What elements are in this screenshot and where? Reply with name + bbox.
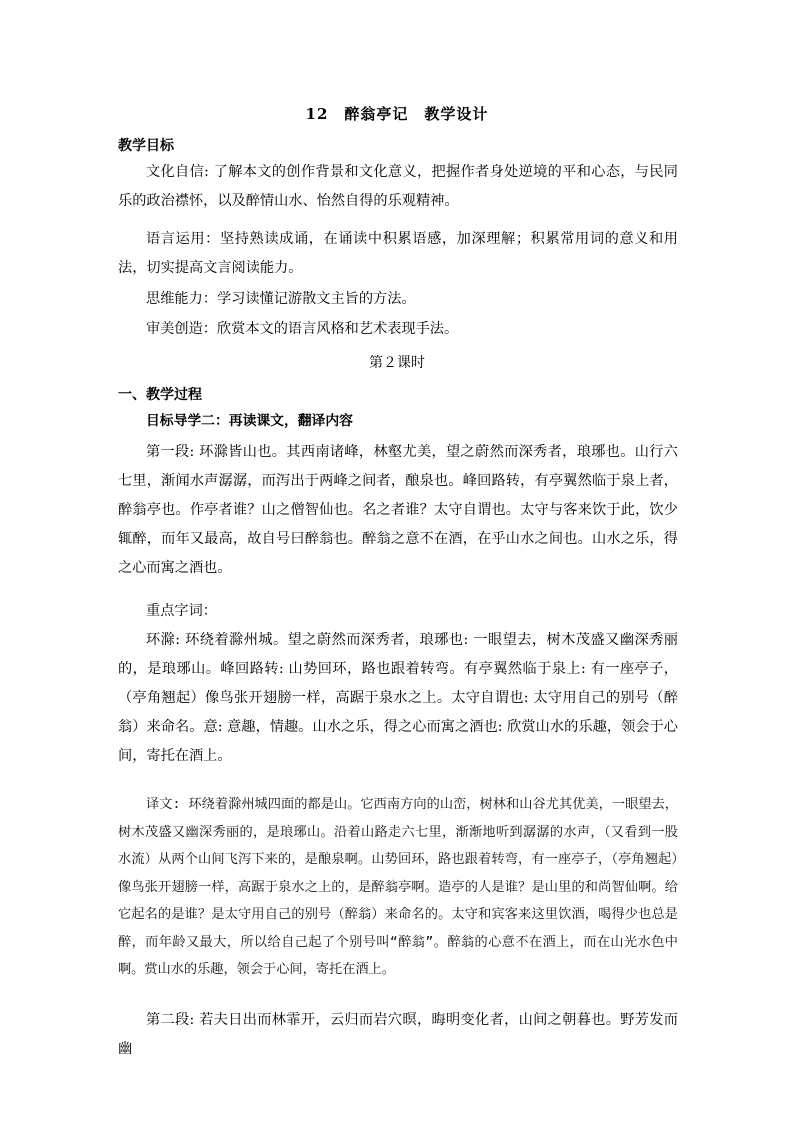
objective-language: 语言运用：坚持熟读成诵，在诵读中积累语感，加深理解；积累常用词的意义和用法，切实提高文言阅读能力。 [118,231,678,276]
lesson-label: 第２课时 [369,355,425,371]
document-title: 12 醉翁亭记 教学设计 [305,105,489,123]
paragraph-two: 第二段: 若夫日出而林霏开，云归而岩穴暝，晦明变化者，山间之朝暮也。野芳发而幽 [118,1012,678,1057]
paragraph-one: 第一段: 环滁皆山也。其西南诸峰，林壑尤美，望之蔚然而深秀者，琅琊也。山行六七里，渐闻水声潺潺，而泻出于两峰之间者，酿泉也。峰回路转，有亭翼然临于泉上者，醉翁亭也。作亭者谁？山之僧智仙也。名之者谁？太守自谓也。太守与客来饮于此，饮少辄醉，而年又最高，故自号曰醉翁也。醉翁之意不在酒，在乎山水之间也。山水之乐，得之心而寓之酒也。 [118,444,678,576]
process-heading: 一、教学过程 [118,387,202,403]
goal-line: 目标导学二：再读课文，翻译内容 [146,413,353,429]
keywords-text: 环滁: 环绕着滁州城。望之蔚然而深秀者，琅琊也: 一眼望去，树木茂盛又幽深秀丽的，是琅琊山。峰回路转: 山势回环，路也跟着转弯。有亭翼然临于泉上: 有一座亭子，（亭角翘起）像鸟张开翅膀一样，高踞于泉水之上。太守自谓也: 太守用自己的别号（醉翁）来命名。意: 意趣，情趣。山水之乐，得之心而寓之酒也: 欣赏山水的乐趣，领会于心间，寄托在酒上。 [118,632,678,764]
objective-aesthetic: 审美创造：欣赏本文的语言风格和艺术表现手法。 [146,321,459,337]
objective-culture: 文化自信: 了解本文的创作背景和文化意义，把握作者身处逆境的平和心态，与民同乐的政治襟怀，以及醉情山水、怡然自得的乐观精神。 [118,164,678,209]
translation-text: 译文: 环绕着滁州城四面的都是山。它西南方向的山峦，树林和山谷尤其优美，一眼望去，树木茂盛又幽深秀丽的，是琅琊山。沿着山路走六七里，渐渐地听到潺潺的水声，（又看到一股水流）从两个山间飞泻下来的，是酿泉啊。山势回环，路也跟着转弯，有一座亭子，（亭角翘起）像鸟张开翅膀一样，高踞于泉水之上的，是醉翁亭啊。造亭的人是谁？是山里的和尚智仙啊。给它起名的是谁？是太守用自己的别号（醉翁）来命名的。太守和宾客来这里饮酒，喝得少也总是醉，而年龄又最大，所以给自己起了个别号叫“醉翁”。醉翁的心意不在酒上，而在山光水色中啊。赏山水的乐趣，领会于心间，寄托在酒上。 [118,797,678,977]
keywords-label: 重点字词： [146,603,217,619]
objective-thinking: 思维能力：学习读懂记游散文主旨的方法。 [146,291,416,307]
objectives-heading: 教学目标 [118,138,174,154]
